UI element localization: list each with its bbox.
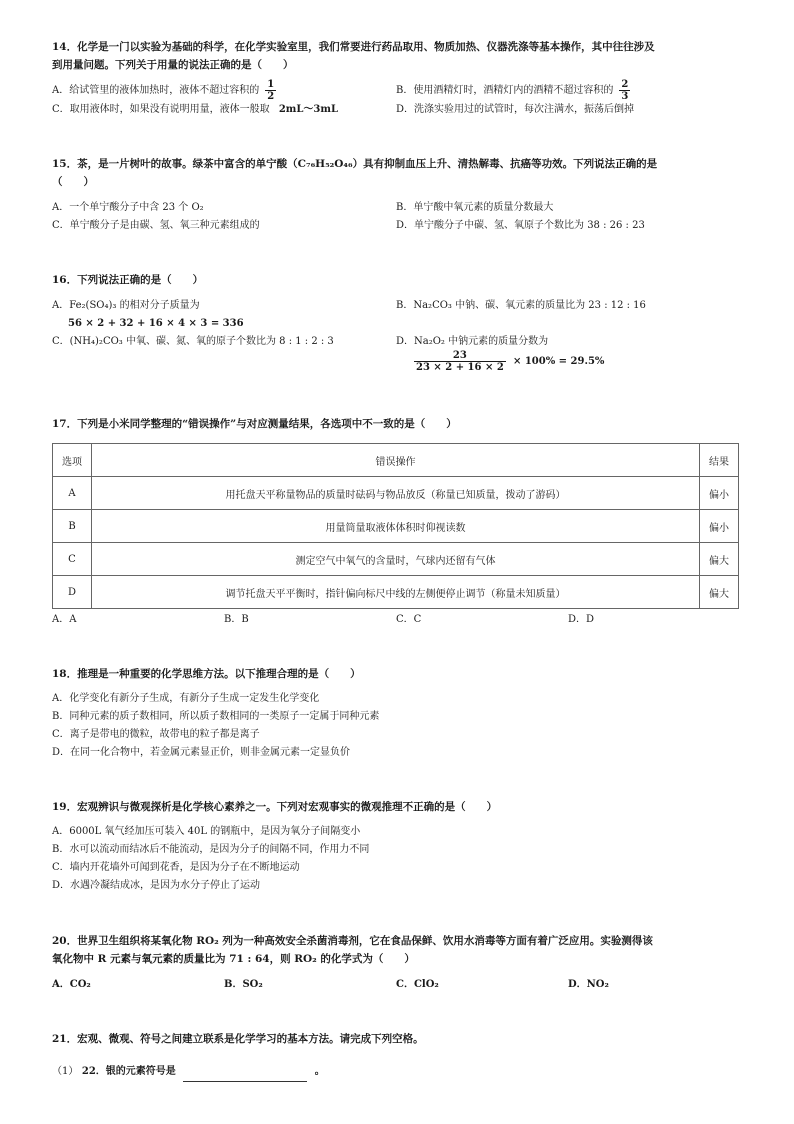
q19-option-b[interactable]: B．水可以流动而结冰后不能流动，是因为分子的间隔不同，作用力不同 bbox=[52, 844, 370, 855]
q20-option-c[interactable]: C．ClO₂ bbox=[396, 979, 439, 990]
q16-option-a-calc bbox=[52, 314, 752, 334]
q16-option-d[interactable]: D．Na₂O₂ 中钠元素的质量分数为 bbox=[396, 336, 549, 347]
table-cell-operation: 用量筒量取液体体积时仰视读数 bbox=[92, 510, 700, 543]
table-row bbox=[53, 543, 739, 576]
q16-stem: 16．下列说法正确的是（ ） bbox=[52, 274, 204, 286]
q18-option-c[interactable]: C．离子是带电的微粒，故带电的粒子都是离子 bbox=[52, 729, 260, 740]
q14-option-c[interactable]: C．取用液体时，如果没有说明用量，液体一般取 bbox=[52, 104, 270, 115]
q18-option-a[interactable]: A．化学变化有新分子生成，有新分子生成一定发生化学变化 bbox=[52, 693, 320, 704]
q17-table bbox=[52, 443, 739, 609]
q17-option-d[interactable]: D．D bbox=[568, 614, 595, 625]
q21-subquestion-1 bbox=[52, 1062, 752, 1082]
table-cell-option: A bbox=[53, 477, 92, 510]
table-cell-result: 偏大 bbox=[700, 543, 739, 576]
q15-stem-line2: （ ） bbox=[52, 176, 94, 188]
table-cell-option: B bbox=[53, 510, 92, 543]
q16-option-d-fraction: $\frac{23}{23 \times 2 + 16 \times 2}$ bbox=[416, 350, 504, 373]
q17-option-c[interactable]: C．C bbox=[396, 614, 422, 625]
table-cell-option: D bbox=[53, 576, 92, 609]
q15-option-a[interactable]: A．一个单宁酸分子中含 23 个 O₂ bbox=[52, 202, 204, 213]
q16-option-d-tail: × 100% = 29.5% bbox=[512, 355, 605, 367]
q15-option-c[interactable]: C．单宁酸分子是由碳、氢、氧三种元素组成的 bbox=[52, 220, 260, 231]
table-cell-operation: 测定空气中氧气的含量时，气球内还留有气体 bbox=[92, 543, 700, 576]
q14-stem-line2: 到用量问题。下列关于用量的说法正确的是（ ） bbox=[52, 59, 294, 71]
q16-options-row1 bbox=[52, 296, 752, 316]
q14-option-d[interactable]: D．洗涤实验用过的试管时，每次注满水，振荡后倒掉 bbox=[396, 104, 635, 115]
answer-blank[interactable] bbox=[183, 1069, 307, 1082]
table-cell-result: 偏小 bbox=[700, 510, 739, 543]
q20-option-a[interactable]: A．CO₂ bbox=[52, 979, 91, 990]
table-cell-operation: 调节托盘天平平衡时，指针偏向标尺中线的左侧便停止调节（称量未知质量） bbox=[92, 576, 700, 609]
q17-stem: 17．下列是小米同学整理的“错误操作”与对应测量结果，各选项中不一致的是（ ） bbox=[52, 418, 457, 430]
q17-options-row bbox=[52, 610, 752, 630]
q16-option-c[interactable]: C．(NH₄)₂CO₃ 中氧、碳、氮、氧的原子个数比为 8 : 1 : 2 : 3 bbox=[52, 336, 334, 347]
table-cell-result: 偏小 bbox=[700, 477, 739, 510]
q15-options-row2 bbox=[52, 216, 752, 236]
q14-option-b[interactable]: B．使用酒精灯时，酒精灯内的酒精不超过容积的 bbox=[396, 85, 614, 96]
q15-stem-line1: 15．茶，是一片树叶的故事。绿茶中富含的单宁酸（C₇₆H₅₂O₄₆）具有抑制血压上升、清热解毒、抗癌等功效。下列说法正确的是 bbox=[52, 158, 658, 170]
q14-option-a[interactable]: A．给试管里的液体加热时，液体不超过容积的 bbox=[52, 85, 260, 96]
table-row bbox=[53, 576, 739, 609]
q14-stem-line1: 14．化学是一门以实验为基础的科学，在化学实验室里，我们常要进行药品取用、物质加热、仪器洗涤等基本操作，其中往往涉及 bbox=[52, 41, 655, 53]
q19-option-c[interactable]: C．墙内开花墙外可闻到花香，是因为分子在不断地运动 bbox=[52, 862, 300, 873]
q21-sub-end: 。 bbox=[314, 1066, 325, 1077]
table-row bbox=[53, 510, 739, 543]
table-row bbox=[53, 477, 739, 510]
q17-option-b[interactable]: B．B bbox=[224, 614, 249, 625]
q21-stem: 21．宏观、微观、符号之间建立联系是化学学习的基本方法。请完成下列空格。 bbox=[52, 1033, 424, 1045]
q16-option-d-formula bbox=[52, 350, 752, 380]
q20-option-b[interactable]: B．SO₂ bbox=[224, 979, 263, 990]
q16-option-a[interactable]: A．Fe₂(SO₄)₃ 的相对分子质量为 bbox=[52, 300, 200, 311]
q14-fraction-b: $\frac{2}{3}$ bbox=[621, 79, 629, 102]
q20-stem-line1: 20．世界卫生组织将某氧化物 RO₂ 列为一种高效安全杀菌消毒剂，它在食品保鲜、饮用水消毒等方面有着广泛应用。实验测得该 bbox=[52, 935, 653, 947]
q16-option-a-expression: 56 × 2 + 32 + 16 × 4 × 3 = 336 bbox=[68, 318, 244, 329]
table-header-result: 结果 bbox=[700, 444, 739, 477]
q19-option-d[interactable]: D．水遇冷凝结成冰，是因为水分子停止了运动 bbox=[52, 880, 261, 891]
q20-stem-line2: 氧化物中 R 元素与氧元素的质量比为 71 : 64，则 RO₂ 的化学式为（ ） bbox=[52, 953, 415, 965]
table-cell-option: C bbox=[53, 543, 92, 576]
q20-options-row bbox=[52, 975, 752, 995]
q16-option-b[interactable]: B．Na₂CO₃ 中钠、碳、氧元素的质量比为 23 : 12 : 16 bbox=[396, 300, 646, 311]
table-header-operation: 错误操作 bbox=[92, 444, 700, 477]
q16-options-row2 bbox=[52, 332, 752, 352]
q14-fraction-a: $\frac{1}{2}$ bbox=[267, 79, 275, 102]
q14-options-row2 bbox=[52, 100, 752, 120]
table-header-row bbox=[53, 444, 739, 477]
table-cell-result: 偏大 bbox=[700, 576, 739, 609]
q19-stem: 19．宏观辨识与微观探析是化学核心素养之一。下列对宏观事实的微观推理不正确的是（ ） bbox=[52, 801, 498, 813]
q14-option-c-math: 2mL～3mL bbox=[278, 104, 338, 115]
q15-option-b[interactable]: B．单宁酸中氧元素的质量分数最大 bbox=[396, 202, 554, 213]
q19-option-a[interactable]: A．6000L 氧气经加压可装入 40L 的钢瓶中，是因为氧分子间隔变小 bbox=[52, 826, 361, 837]
q18-option-b[interactable]: B．同种元素的质子数相同，所以质子数相同的一类原子一定属于同种元素 bbox=[52, 711, 380, 722]
q15-options-row1 bbox=[52, 198, 752, 218]
q15-option-d[interactable]: D．单宁酸分子中碳、氢、氧原子个数比为 38 : 26 : 23 bbox=[396, 220, 645, 231]
q21-sub-text: 22．银的元素符号是 bbox=[81, 1066, 176, 1077]
q18-option-d[interactable]: D．在同一化合物中，若金属元素显正价，则非金属元素一定显负价 bbox=[52, 747, 351, 758]
table-header-option: 选项 bbox=[53, 444, 92, 477]
q20-option-d[interactable]: D．NO₂ bbox=[568, 979, 609, 990]
q18-stem: 18．推理是一种重要的化学思维方法。以下推理合理的是（ ） bbox=[52, 668, 361, 680]
q21-sub-label: （1） bbox=[52, 1066, 79, 1077]
q17-option-a[interactable]: A．A bbox=[52, 614, 77, 625]
table-cell-operation: 用托盘天平称量物品的质量时砝码与物品放反（称量已知质量，拨动了游码） bbox=[92, 477, 700, 510]
